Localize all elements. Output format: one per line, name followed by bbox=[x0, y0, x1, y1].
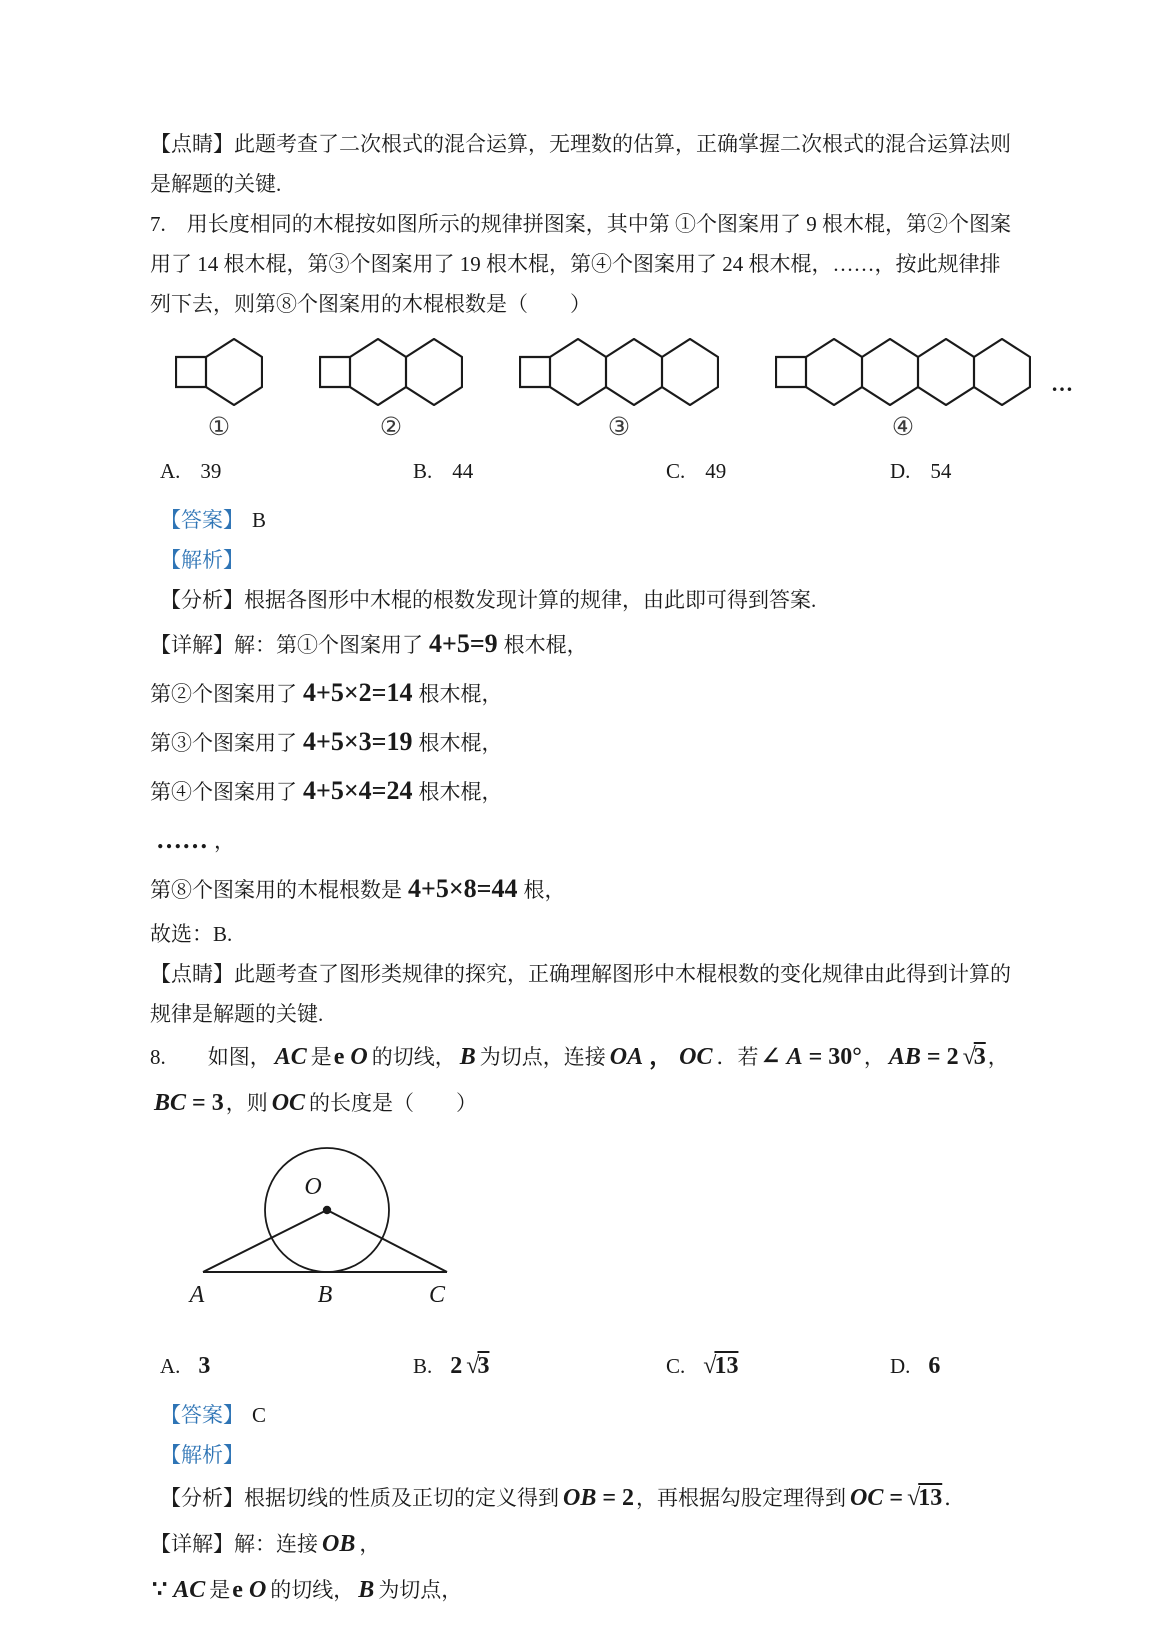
option-key: A. bbox=[160, 1354, 181, 1378]
option-key: B. bbox=[413, 1354, 433, 1378]
text-run-opt: 39 bbox=[200, 459, 222, 483]
q7-analysis-label-line bbox=[160, 540, 1012, 580]
sqrt-expression bbox=[703, 1353, 738, 1379]
text-run-mn: ∠ bbox=[760, 1044, 781, 1070]
q8-analysis bbox=[160, 1475, 1012, 1521]
q7-figures bbox=[175, 338, 1031, 442]
text-run-t: 是 bbox=[310, 1045, 332, 1069]
text-run-mn: e bbox=[232, 1577, 243, 1603]
text-run-mn: 6 bbox=[928, 1353, 941, 1379]
text-run-t: 的切线， bbox=[270, 1578, 355, 1602]
radicand: 3 bbox=[973, 1044, 986, 1070]
option bbox=[890, 451, 1012, 491]
radicand: 3 bbox=[477, 1353, 490, 1379]
option-value bbox=[448, 451, 473, 491]
option-value bbox=[701, 1346, 740, 1386]
text-run-mn: = 30° bbox=[808, 1044, 862, 1070]
label-c: C bbox=[428, 1282, 446, 1308]
pattern-figure-label: ③ bbox=[607, 414, 631, 441]
text-run-mi: OC bbox=[679, 1044, 713, 1070]
detail-line bbox=[150, 865, 1012, 914]
text-run-t: ，再根据勾股定理得到 bbox=[636, 1486, 847, 1510]
text-run-mn: e bbox=[333, 1044, 345, 1070]
text-run-t: 为切点， bbox=[378, 1578, 463, 1602]
text-run-mi: OC bbox=[850, 1485, 884, 1511]
option bbox=[160, 451, 413, 491]
sqrt-expression bbox=[466, 1353, 489, 1379]
option-value bbox=[926, 1346, 942, 1386]
sqrt-expression bbox=[907, 1485, 942, 1511]
radicand: 13 bbox=[918, 1485, 943, 1511]
q8-answer-line bbox=[160, 1395, 1012, 1435]
text-run-mn: = 2 bbox=[926, 1044, 959, 1070]
radical-sign: √ bbox=[907, 1485, 919, 1511]
answer-value: B bbox=[252, 508, 267, 532]
text-run-bm: 4+5×3=19 bbox=[303, 727, 413, 756]
text-run-t: 根木棍， bbox=[418, 780, 503, 804]
text-run-t: 根木棍， bbox=[418, 731, 503, 755]
pattern-figure bbox=[775, 338, 1031, 442]
text-run-mi: AB bbox=[888, 1044, 921, 1070]
text-run-mi: OA bbox=[609, 1044, 644, 1070]
stick-pattern-svg bbox=[319, 338, 463, 406]
q8-circle-figure bbox=[175, 1132, 1012, 1335]
q8-proof-line bbox=[150, 1567, 1012, 1613]
option-key: C. bbox=[666, 459, 686, 483]
text-run-mn: = 3 bbox=[192, 1090, 224, 1116]
text-run-t: 为切点，连接 bbox=[479, 1045, 606, 1069]
center-dot bbox=[323, 1206, 331, 1214]
q7-remark: 【点睛】此题考查了图形类规律的探究，正确理解图形中木棍根数的变化规律由此得到计算的规律是解题的关键. bbox=[150, 962, 1011, 1026]
detail-line bbox=[150, 620, 1012, 669]
text-run-t: ， bbox=[987, 1045, 1009, 1069]
stick-pattern-svg bbox=[775, 338, 1031, 406]
text-run-mn: 3 bbox=[198, 1353, 211, 1379]
option bbox=[160, 1346, 413, 1386]
option-key: D. bbox=[890, 459, 911, 483]
detail-line bbox=[150, 669, 1012, 718]
text-run-mi: AC bbox=[274, 1044, 307, 1070]
text-run-bm: 4+5=9 bbox=[429, 629, 498, 658]
text-run-bm: …… bbox=[156, 825, 208, 854]
pattern-figure bbox=[175, 338, 263, 442]
text-run-t: ，则 bbox=[225, 1091, 268, 1115]
q7-ellipsis: … bbox=[1051, 371, 1075, 396]
q7-options-row bbox=[160, 448, 1012, 494]
text-run-t: 的切线， bbox=[371, 1045, 456, 1069]
text-run-mn: ， bbox=[649, 1044, 674, 1070]
segment-oc bbox=[327, 1210, 447, 1272]
q7-question: 7. 用长度相同的木棍按如图所示的规律拼图案，其中第 ①个图案用了 9 根木棍，第②个图案用了 14 根木棍，第③个图案用了 19 根木棍，第④个图案用了 24 根木棍，……，按此规律排列下去，则第⑧个图案用的木棍根数是（ ） bbox=[150, 212, 1011, 316]
text-run-mn: = bbox=[889, 1485, 904, 1511]
stick-pattern-path bbox=[520, 339, 718, 405]
analysis-label: 【解析】 bbox=[160, 1443, 244, 1467]
text-run-t: 根， bbox=[523, 878, 566, 902]
text-run-mn: ∵ bbox=[152, 1577, 168, 1603]
option-value bbox=[196, 1346, 212, 1386]
text-run-t: 第⑧个图案用的木棍根数是 bbox=[150, 878, 402, 902]
text-run-mi: B bbox=[459, 1044, 476, 1070]
label-o: O bbox=[304, 1174, 322, 1200]
pattern-figure bbox=[319, 338, 463, 442]
pattern-figure-label: ④ bbox=[891, 414, 915, 441]
option bbox=[413, 451, 666, 491]
text-run-mi: OB bbox=[563, 1485, 597, 1511]
stick-pattern-path bbox=[320, 339, 462, 405]
stick-pattern-svg bbox=[175, 338, 263, 406]
tangent-circle-diagram bbox=[175, 1132, 475, 1322]
text-run-t: 根木棍， bbox=[418, 682, 503, 706]
text-run-bm: 4+5×2=14 bbox=[303, 678, 413, 707]
text-run-t: ， bbox=[863, 1045, 885, 1069]
option-value bbox=[448, 1346, 491, 1386]
radical-sign: √ bbox=[703, 1353, 715, 1379]
text-run-mi: O bbox=[248, 1577, 267, 1603]
text-run-opt: 54 bbox=[930, 459, 952, 483]
sqrt-expression bbox=[963, 1044, 986, 1070]
stick-pattern-path bbox=[776, 339, 1030, 405]
text-run-mi: AC bbox=[173, 1577, 206, 1603]
option-value bbox=[196, 451, 221, 491]
pattern-figure bbox=[519, 338, 719, 442]
text-run-mi: OC bbox=[271, 1090, 306, 1116]
text-run-t: 第③个图案用了 bbox=[150, 731, 297, 755]
text-run-t: 8. 如图， bbox=[150, 1045, 271, 1069]
text-run-opt: 49 bbox=[705, 459, 727, 483]
text-run-t: 的长度是（ ） bbox=[309, 1091, 478, 1115]
answer-label: 【答案】 bbox=[160, 1403, 244, 1427]
label-b: B bbox=[317, 1282, 333, 1308]
pattern-figure-label: ① bbox=[207, 414, 231, 441]
option-key: B. bbox=[413, 459, 433, 483]
text-run-t: 第④个图案用了 bbox=[150, 780, 297, 804]
option-key: D. bbox=[890, 1354, 911, 1378]
label-a: A bbox=[189, 1282, 205, 1308]
q8-options-row bbox=[160, 1343, 1012, 1389]
text-run-t: 是 bbox=[209, 1578, 231, 1602]
text-run-t: ． bbox=[944, 1486, 966, 1510]
text-run-mn: 2 bbox=[450, 1353, 463, 1379]
detail-line bbox=[150, 816, 1012, 865]
text-run-t: 第②个图案用了 bbox=[150, 682, 297, 706]
text-run-bm: 4+5×8=44 bbox=[408, 874, 518, 903]
answer-value: C bbox=[252, 1403, 267, 1427]
text-run-opt: 44 bbox=[452, 459, 474, 483]
option-key: A. bbox=[160, 459, 181, 483]
option-key: C. bbox=[666, 1354, 686, 1378]
q8-detail bbox=[150, 1521, 1012, 1567]
radical-sign: √ bbox=[962, 1044, 974, 1070]
option bbox=[413, 1346, 666, 1386]
option bbox=[666, 451, 890, 491]
q8-question bbox=[150, 1034, 1012, 1126]
radicand: 13 bbox=[714, 1353, 739, 1379]
q7-figure-row bbox=[175, 338, 1075, 442]
text-run-t: ．若 bbox=[716, 1045, 759, 1069]
text-run-t: 根木棍， bbox=[503, 633, 588, 657]
text-run-mi: BC bbox=[154, 1090, 187, 1116]
prev-question-remark: 【点睛】此题考查了二次根式的混合运算，无理数的估算，正确掌握二次根式的混合运算法则是解题的关键. bbox=[150, 132, 1011, 196]
text-run-t: 【详解】解：连接 bbox=[150, 1532, 318, 1556]
text-run-t: 【详解】解：第①个图案用了 bbox=[150, 633, 423, 657]
text-run-t: ， bbox=[214, 829, 235, 853]
stick-pattern-svg bbox=[519, 338, 719, 406]
answer-label: 【答案】 bbox=[160, 508, 244, 532]
detail-line bbox=[150, 767, 1012, 816]
option bbox=[890, 1346, 1012, 1386]
q7-detail-block bbox=[150, 620, 1012, 914]
radical-sign: √ bbox=[466, 1353, 478, 1379]
text-run-t: ， bbox=[359, 1532, 381, 1556]
text-run-mi: B bbox=[358, 1577, 375, 1603]
text-run-mi: OB bbox=[322, 1531, 356, 1557]
option-value bbox=[926, 451, 951, 491]
option-value bbox=[701, 451, 726, 491]
q7-conclusion: 故选：B. bbox=[150, 922, 233, 946]
pattern-figure-label: ② bbox=[379, 414, 403, 441]
q7-answer-line bbox=[160, 500, 1012, 540]
text-run-bm: 4+5×4=24 bbox=[303, 776, 413, 805]
text-run-mi: A bbox=[786, 1044, 803, 1070]
analysis-label: 【解析】 bbox=[160, 548, 244, 572]
detail-line bbox=[150, 718, 1012, 767]
text-run-mn: = 2 bbox=[602, 1485, 635, 1511]
q8-analysis-label-line bbox=[160, 1435, 1012, 1475]
text-run-mi: O bbox=[350, 1044, 368, 1070]
q7-analysis: 【分析】根据各图形中木棍的根数发现计算的规律，由此即可得到答案. bbox=[160, 588, 817, 612]
text-run-t: 【分析】根据切线的性质及正切的定义得到 bbox=[160, 1486, 559, 1510]
stick-pattern-path bbox=[176, 339, 262, 405]
option bbox=[666, 1346, 890, 1386]
